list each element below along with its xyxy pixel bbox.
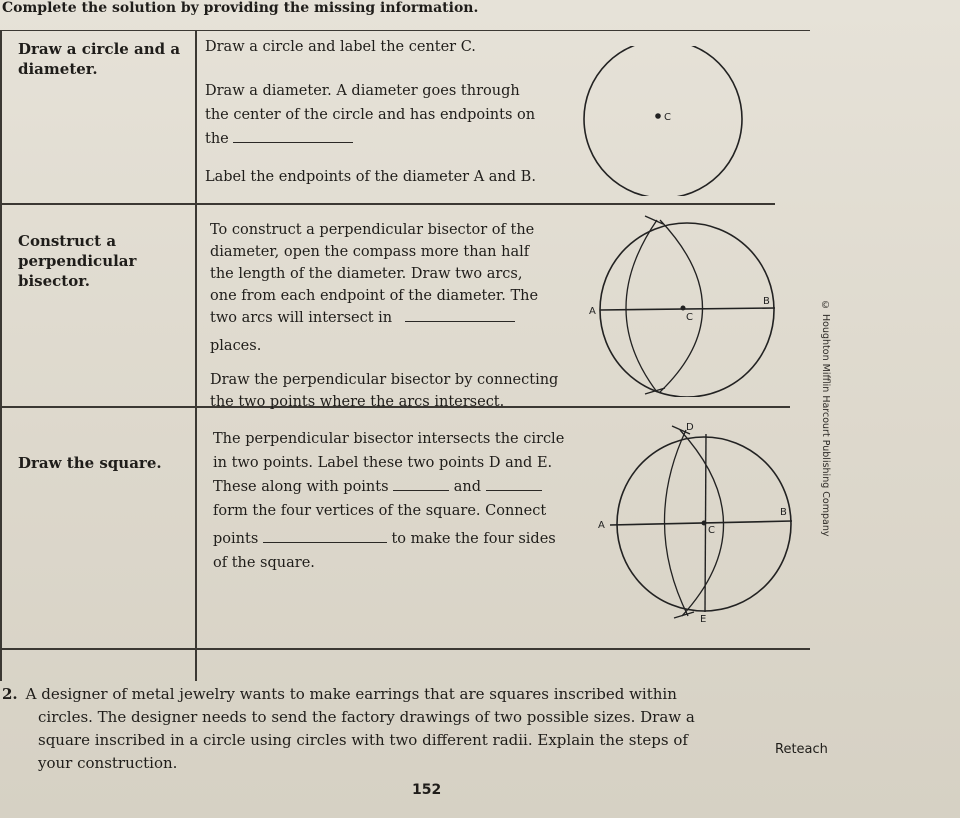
center-label: C: [708, 525, 715, 536]
center-point: [681, 306, 686, 311]
desc-line: The perpendicular bisector intersects the circle: [213, 431, 565, 447]
label-line: bisector.: [18, 272, 90, 290]
answer-blank[interactable]: [393, 476, 449, 491]
question-2-line: 2. A designer of metal jewelry wants to make earrings that are squares inscribed within: [2, 685, 677, 703]
desc-line: the length of the diameter. Draw two arcs,: [210, 266, 523, 282]
left-arc: [626, 220, 657, 392]
desc-line: the center of the circle and has endpoints on: [205, 107, 536, 123]
desc-line: [205, 59, 565, 79]
question-number: 2.: [2, 685, 18, 703]
point-b-label: B: [780, 507, 787, 518]
row1-description: [205, 35, 565, 189]
desc-line-with-blanks: These along with points and: [213, 475, 593, 499]
reteach-label: Reteach: [775, 742, 828, 757]
label-line: diameter.: [18, 60, 98, 78]
point-a-label: A: [589, 306, 596, 317]
instruction-heading: Complete the solution by providing the missing information.: [2, 0, 479, 16]
question-2-line: square inscribed in a circle using circles with two different radii. Explain the steps of: [38, 731, 688, 749]
desc-line: Draw the perpendicular bisector by connecting: [210, 372, 559, 388]
desc-line-with-blank: the: [205, 127, 565, 151]
row1-label: [18, 39, 180, 79]
question-2-line: circles. The designer needs to send the factory drawings of two possible sizes. Draw a: [38, 708, 695, 726]
desc-line-with-blank: points to make the four sides: [213, 527, 593, 551]
desc-line: Label the endpoints of the diameter A and B.: [205, 169, 536, 185]
label-line: Draw the square.: [18, 454, 162, 472]
desc-line: Draw a circle and label the center C.: [205, 39, 476, 55]
desc-line: diameter, open the compass more than half: [210, 244, 530, 260]
answer-blank[interactable]: [263, 528, 387, 543]
copyright-notice: © Houghton Mifflin Harcourt Publishing Company: [820, 300, 831, 537]
desc-line: the two points where the arcs intersect.: [210, 394, 505, 410]
point-e-label: E: [700, 614, 707, 625]
center-label: C: [664, 112, 671, 123]
desc-line: form the four vertices of the square. Connect: [213, 503, 547, 519]
point-a-label: A: [598, 520, 605, 531]
label-line: perpendicular: [18, 252, 137, 270]
circle-outline: [584, 46, 742, 196]
desc-line: Draw a diameter. A diameter goes through: [205, 83, 520, 99]
label-line: Construct a: [18, 232, 117, 250]
answer-blank[interactable]: [233, 128, 353, 143]
desc-line: [205, 151, 565, 165]
page-number: 152: [412, 782, 442, 798]
table-left-border: [0, 31, 2, 681]
center-label: C: [686, 312, 693, 323]
desc-line: of the square.: [213, 555, 315, 571]
desc-line-with-blank: two arcs will intersect in: [210, 307, 580, 329]
figure-square-construction: [590, 420, 800, 625]
desc-line: To construct a perpendicular bisector of the: [210, 222, 535, 238]
answer-blank[interactable]: [486, 476, 542, 491]
desc-line: places.: [210, 338, 262, 354]
center-point: [702, 521, 707, 526]
row3-label: [18, 453, 162, 473]
arc-intersections: [645, 216, 665, 394]
question-2-line: your construction.: [38, 754, 178, 772]
figure-perpendicular-bisector: [585, 212, 785, 397]
row3-description: [213, 427, 593, 575]
point-b-label: B: [763, 296, 770, 307]
point-d-label: D: [686, 422, 694, 433]
desc-line: one from each endpoint of the diameter. The: [210, 288, 539, 304]
row-divider-1: [0, 203, 775, 205]
label-line: Draw a circle and a: [18, 40, 181, 58]
row-divider-3: [0, 648, 810, 650]
diameter-line: [610, 521, 792, 525]
figure-circle-center: [580, 46, 750, 196]
question-2: [2, 683, 702, 775]
row2-label: [18, 231, 136, 291]
answer-blank[interactable]: [405, 307, 515, 322]
column-divider: [195, 31, 197, 681]
row2-description: [210, 219, 580, 413]
center-point: [655, 113, 661, 119]
right-arc: [660, 220, 703, 392]
desc-line: in two points. Label these two points D and E.: [213, 455, 553, 471]
